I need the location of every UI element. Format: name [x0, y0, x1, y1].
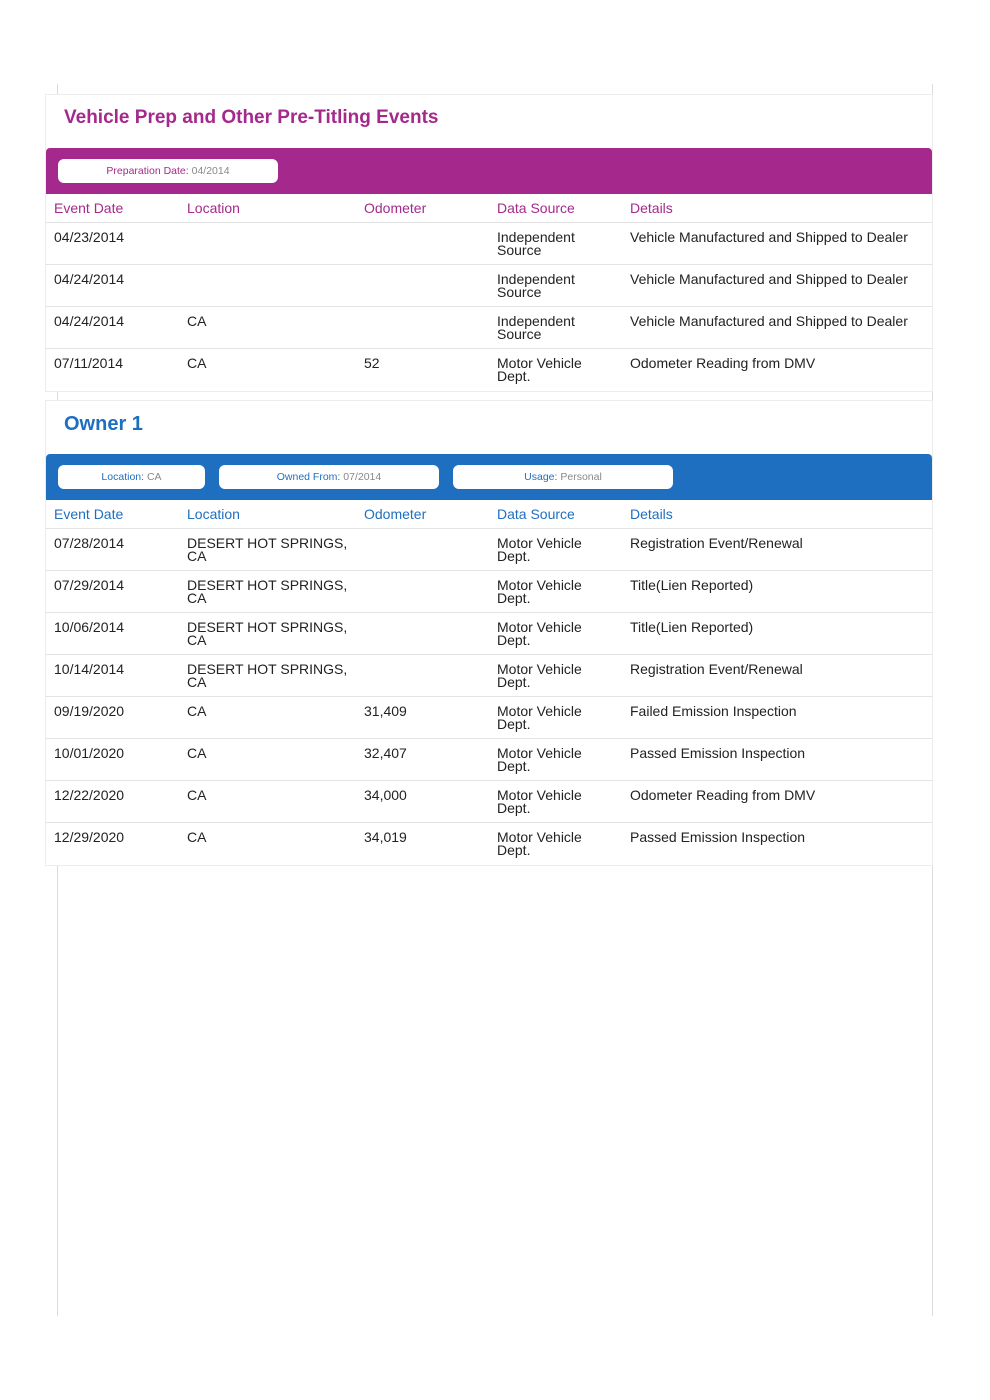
location-chip: [58, 465, 205, 489]
table-row: [46, 739, 932, 781]
table-row: [46, 223, 932, 265]
col-event-date: Event Date: [46, 500, 179, 529]
event-date-cell: 10/01/2020: [46, 739, 179, 781]
data-source-cell: Independent Source: [489, 307, 622, 349]
details-cell: Registration Event/Renewal: [622, 655, 932, 697]
odometer-cell: [356, 571, 489, 613]
table-row: [46, 265, 932, 307]
data-source-cell: Motor Vehicle Dept.: [489, 655, 622, 697]
chip-key: Location:: [101, 471, 145, 483]
event-date-cell: 07/28/2014: [46, 529, 179, 571]
data-source-cell: Motor Vehicle Dept.: [489, 613, 622, 655]
events-table: [46, 194, 932, 391]
events-table: [46, 500, 932, 865]
col-data-source: Data Source: [489, 194, 622, 223]
odometer-cell: [356, 613, 489, 655]
data-source-cell: Motor Vehicle Dept.: [489, 781, 622, 823]
section-band: [46, 454, 932, 500]
col-details: Details: [622, 194, 932, 223]
location-cell: CA: [179, 739, 356, 781]
location-cell: CA: [179, 307, 356, 349]
data-source-cell: Motor Vehicle Dept.: [489, 697, 622, 739]
details-cell: Passed Emission Inspection: [630, 829, 806, 845]
location-cell: DESERT HOT SPRINGS, CA: [179, 613, 356, 655]
chip-value: Personal: [560, 471, 602, 483]
event-date-cell: 09/19/2020: [46, 697, 179, 739]
col-odometer: Odometer: [356, 500, 489, 529]
owned-from-chip: [219, 465, 439, 489]
table-row: [46, 571, 932, 613]
col-event-date: Event Date: [46, 194, 179, 223]
chip-value: CA: [146, 471, 162, 483]
location-cell: CA: [187, 355, 207, 371]
location-cell: [179, 265, 356, 307]
details-cell: Failed Emission Inspection: [622, 697, 932, 739]
odometer-cell: 52: [364, 355, 380, 371]
details-cell: Title(Lien Reported): [622, 613, 932, 655]
odometer-cell: 34,019: [364, 829, 407, 845]
event-date-cell: 04/24/2014: [46, 265, 179, 307]
event-date-cell: 04/24/2014: [46, 307, 179, 349]
data-source-cell: Independent Source: [489, 265, 622, 307]
table-row: [46, 781, 932, 823]
location-cell: CA: [187, 829, 207, 845]
event-date-cell: 10/14/2014: [46, 655, 179, 697]
col-details: Details: [622, 500, 932, 529]
section-title: Vehicle Prep and Other Pre-Titling Events: [64, 107, 439, 128]
location-cell: CA: [179, 781, 356, 823]
odometer-cell: [356, 265, 489, 307]
location-cell: DESERT HOT SPRINGS, CA: [179, 571, 356, 613]
table-header-row: [46, 500, 932, 529]
col-location: Location: [179, 194, 356, 223]
table-row: [46, 349, 932, 391]
odometer-cell: 31,409: [356, 697, 489, 739]
table-row: [46, 697, 932, 739]
location-cell: CA: [179, 697, 356, 739]
usage-chip: [453, 465, 673, 489]
col-location: Location: [179, 500, 356, 529]
data-source-cell: Independent Source: [489, 223, 622, 265]
details-cell: Odometer Reading from DMV: [630, 355, 816, 371]
chip-key: Preparation Date:: [106, 165, 189, 177]
event-date-cell: 07/11/2014: [54, 355, 124, 371]
table-row: [46, 613, 932, 655]
data-source-cell: Motor Vehicle Dept.: [489, 739, 622, 781]
details-cell: Passed Emission Inspection: [622, 739, 932, 781]
chip-key: Owned From:: [276, 471, 341, 483]
col-data-source: Data Source: [489, 500, 622, 529]
odometer-cell: [356, 307, 489, 349]
event-date-cell: 04/23/2014: [46, 223, 179, 265]
table-row: [46, 655, 932, 697]
odometer-cell: [356, 529, 489, 571]
event-date-cell: 12/29/2020: [54, 829, 125, 845]
details-cell: Odometer Reading from DMV: [622, 781, 932, 823]
table-row: [46, 307, 932, 349]
table-header-row: [46, 194, 932, 223]
odometer-cell: [356, 655, 489, 697]
odometer-cell: 34,000: [356, 781, 489, 823]
details-cell: Vehicle Manufactured and Shipped to Dealer: [622, 307, 932, 349]
details-cell: Registration Event/Renewal: [622, 529, 932, 571]
event-date-cell: 10/06/2014: [46, 613, 179, 655]
chip-value: 04/2014: [191, 165, 230, 177]
location-cell: DESERT HOT SPRINGS, CA: [179, 529, 356, 571]
location-cell: DESERT HOT SPRINGS, CA: [179, 655, 356, 697]
details-cell: Title(Lien Reported): [622, 571, 932, 613]
details-cell: Vehicle Manufactured and Shipped to Dealer: [622, 223, 932, 265]
chip-key: Usage:: [524, 471, 558, 483]
table-row: [46, 823, 932, 865]
owner-1-section: [45, 400, 933, 866]
table-row: [46, 529, 932, 571]
odometer-cell: 32,407: [356, 739, 489, 781]
event-date-cell: 07/29/2014: [46, 571, 179, 613]
odometer-cell: [356, 223, 489, 265]
data-source-cell: Motor Vehicle Dept.: [497, 829, 582, 858]
data-source-cell: Motor Vehicle Dept.: [489, 571, 622, 613]
data-source-cell: Motor Vehicle Dept.: [489, 529, 622, 571]
section-title: Owner 1: [64, 413, 143, 435]
location-cell: [179, 223, 356, 265]
pre-titling-section: [45, 94, 933, 392]
details-cell: Vehicle Manufactured and Shipped to Dealer: [622, 265, 932, 307]
col-odometer: Odometer: [356, 194, 489, 223]
event-date-cell: 12/22/2020: [46, 781, 179, 823]
preparation-date-chip: [58, 159, 278, 183]
chip-value: 07/2014: [343, 471, 382, 483]
section-band: [46, 148, 932, 194]
data-source-cell: Motor Vehicle Dept.: [497, 355, 582, 384]
